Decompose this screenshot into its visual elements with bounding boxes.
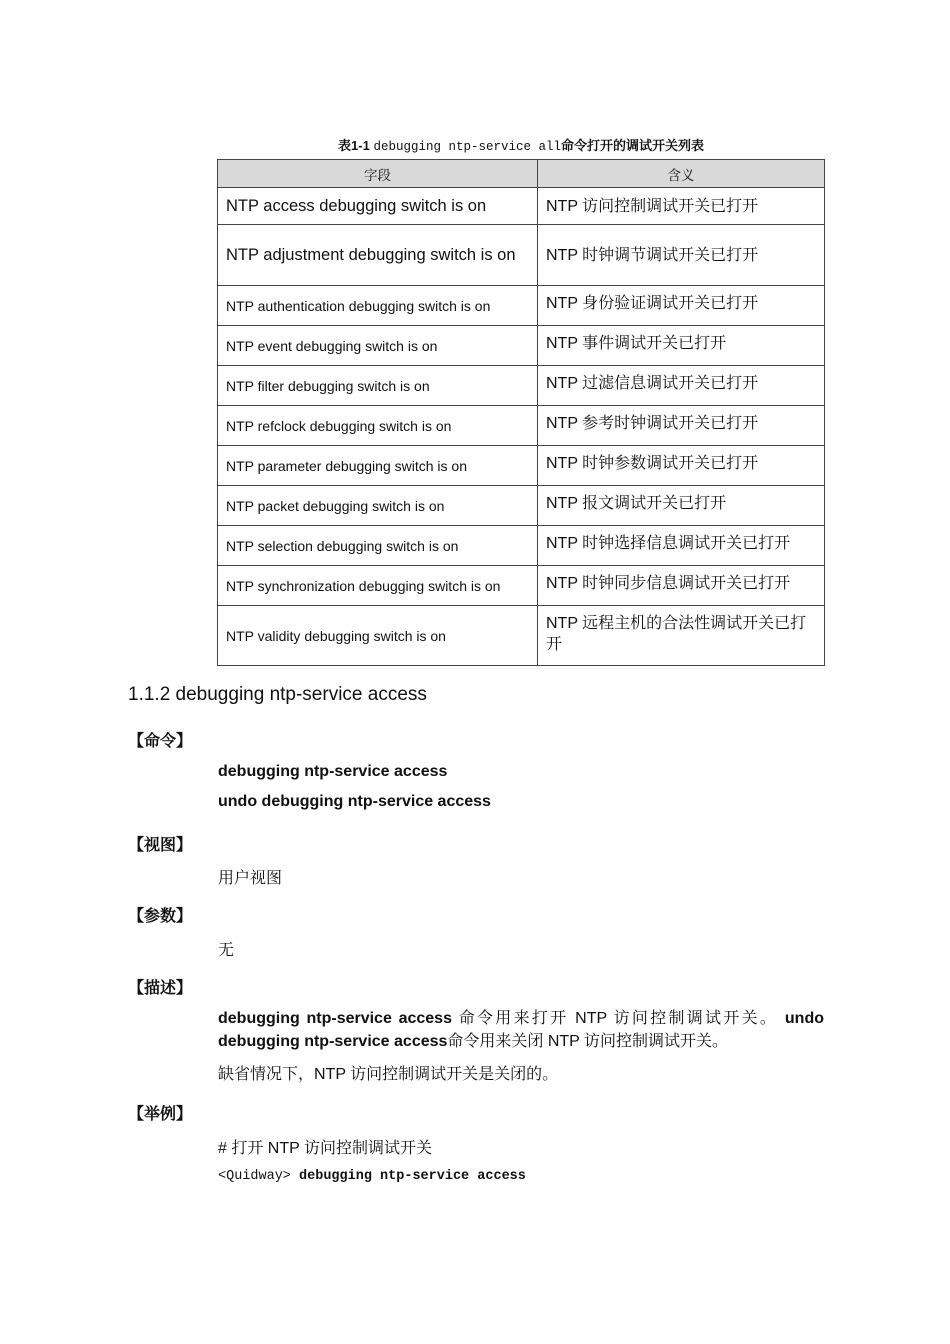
desc-text-1: 命令用来打开 NTP 访问控制调试开关。 bbox=[451, 1010, 779, 1027]
meaning-cell: NTP 时钟参数调试开关已打开 bbox=[538, 446, 825, 486]
desc-command: debugging ntp-service access bbox=[218, 1010, 452, 1027]
meaning-cell: NTP 访问控制调试开关已打开 bbox=[538, 188, 825, 225]
example-code bbox=[218, 1169, 526, 1184]
desc-text-2: 命令用来关闭 NTP 访问控制调试开关。 bbox=[447, 1033, 729, 1050]
field-cell: NTP synchronization debugging switch is on bbox=[218, 566, 538, 606]
meaning-cell: NTP 时钟同步信息调试开关已打开 bbox=[538, 566, 825, 606]
table-row bbox=[218, 286, 825, 326]
table-row bbox=[218, 566, 825, 606]
table-row bbox=[218, 446, 825, 486]
debug-switch-table bbox=[217, 159, 825, 666]
table-caption-command: debugging ntp-service all bbox=[373, 140, 561, 154]
description-paragraph bbox=[218, 1007, 824, 1053]
table-header-row bbox=[218, 160, 825, 188]
table-row bbox=[218, 606, 825, 666]
example-comment: # 打开 NTP 访问控制调试开关 bbox=[218, 1140, 432, 1157]
example-prompt: <Quidway> bbox=[218, 1169, 291, 1184]
table-row bbox=[218, 406, 825, 446]
desc-undo-command: undo debugging ntp-service access bbox=[218, 1010, 824, 1050]
field-cell: NTP refclock debugging switch is on bbox=[218, 406, 538, 446]
field-cell: NTP event debugging switch is on bbox=[218, 326, 538, 366]
table-row bbox=[218, 366, 825, 406]
meaning-cell: NTP 时钟调节调试开关已打开 bbox=[538, 225, 825, 286]
table-row bbox=[218, 225, 825, 286]
field-cell: NTP validity debugging switch is on bbox=[218, 606, 538, 666]
meaning-cell: NTP 身份验证调试开关已打开 bbox=[538, 286, 825, 326]
meaning-cell: NTP 远程主机的合法性调试开关已打开 bbox=[538, 606, 825, 666]
section-title: 1.1.2 debugging ntp-service access bbox=[128, 684, 427, 705]
command-line-2: undo debugging ntp-service access bbox=[218, 793, 491, 810]
meaning-cell: NTP 过滤信息调试开关已打开 bbox=[538, 366, 825, 406]
param-text: 无 bbox=[218, 942, 235, 959]
meaning-cell: NTP 报文调试开关已打开 bbox=[538, 486, 825, 526]
field-cell: NTP authentication debugging switch is on bbox=[218, 286, 538, 326]
column-header-meaning: 含义 bbox=[538, 160, 825, 188]
field-cell: NTP filter debugging switch is on bbox=[218, 366, 538, 406]
desc-default-text: 缺省情况下，NTP 访问控制调试开关是关闭的。 bbox=[218, 1066, 559, 1083]
param-label: 【参数】 bbox=[128, 908, 193, 925]
meaning-cell: NTP 事件调试开关已打开 bbox=[538, 326, 825, 366]
field-cell: NTP selection debugging switch is on bbox=[218, 526, 538, 566]
table-row bbox=[218, 188, 825, 225]
meaning-cell: NTP 时钟选择信息调试开关已打开 bbox=[538, 526, 825, 566]
field-cell: NTP packet debugging switch is on bbox=[218, 486, 538, 526]
command-label: 【命令】 bbox=[128, 733, 193, 750]
table-row bbox=[218, 326, 825, 366]
command-line-1: debugging ntp-service access bbox=[218, 763, 448, 780]
column-header-field: 字段 bbox=[218, 160, 538, 188]
example-label: 【举例】 bbox=[128, 1106, 193, 1123]
table-caption-suffix: 命令打开的调试开关列表 bbox=[560, 138, 704, 153]
view-text: 用户视图 bbox=[218, 870, 283, 887]
table-row bbox=[218, 526, 825, 566]
meaning-cell: NTP 参考时钟调试开关已打开 bbox=[538, 406, 825, 446]
table-caption bbox=[217, 135, 825, 154]
field-cell: NTP parameter debugging switch is on bbox=[218, 446, 538, 486]
table-row bbox=[218, 486, 825, 526]
desc-label: 【描述】 bbox=[128, 980, 193, 997]
view-label: 【视图】 bbox=[128, 837, 193, 854]
example-command: debugging ntp-service access bbox=[299, 1169, 526, 1184]
field-cell: NTP access debugging switch is on bbox=[218, 188, 538, 225]
field-cell: NTP adjustment debugging switch is on bbox=[218, 225, 538, 286]
table-caption-prefix: 表1-1 bbox=[338, 138, 370, 153]
